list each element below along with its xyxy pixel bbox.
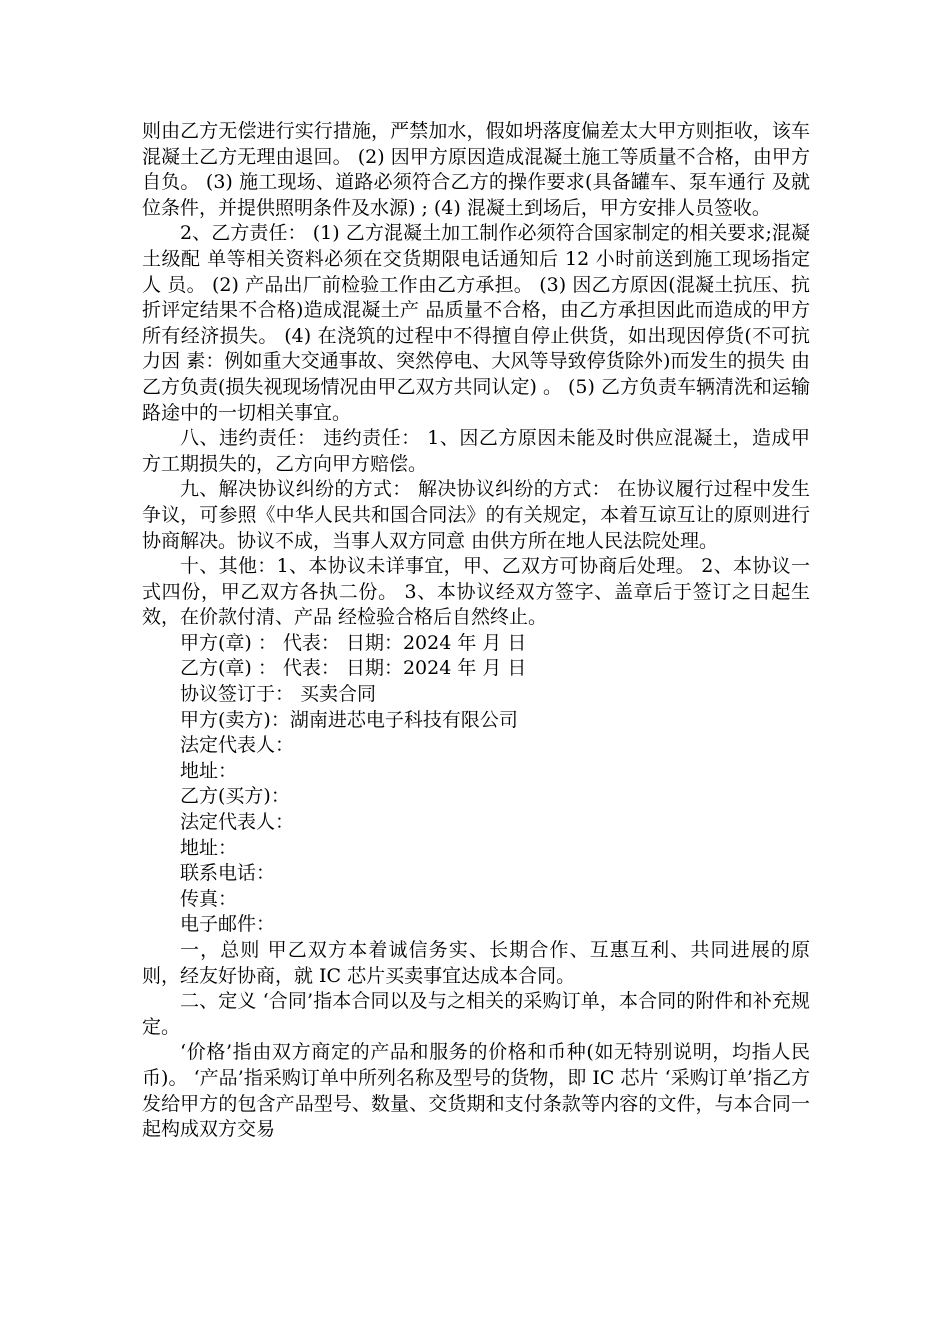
fax: 传真： bbox=[180, 887, 238, 910]
signature-party-b: 乙方(章) ： 代表： 日期：2024 年 月 日 bbox=[180, 657, 527, 680]
document-body bbox=[142, 119, 810, 1143]
paragraph-other-terms: 十、其他：1、本协议未详事宜，甲、乙双方可协商后处理。 2、本协议一式四份，甲乙双方各执二份。 3、本协议经双方签字、盖章后于签订之日起生效，在价款付清、产品 经检验合格后自然终止。 bbox=[142, 555, 810, 629]
seller-name: 甲方(卖方)：湖南进芯电子科技有限公司 bbox=[180, 708, 518, 731]
buyer-name: 乙方(买方)： bbox=[180, 785, 290, 808]
buyer-address: 地址： bbox=[180, 836, 238, 859]
paragraph-definitions: 二、定义 ‘合同’指本合同以及与之相关的采购订单，本合同的附件和补充规定。 bbox=[142, 990, 810, 1038]
paragraph-party-b-duties: 2、乙方责任： (1) 乙方混凝土加工制作必须符合国家制定的相关要求;混凝土级配 单等相关资料必须在交货期限电话通知后 12 小时前送到施工现场指定人 员。 (2) 产品出厂前检验工作由乙方承担。 (3) 因乙方原因(混凝土抗压、抗折评定结果不合格)造成混凝土产 品质量不合格，由乙方承担因此而造成的甲方所有经济损失。 (4) 在浇筑的过程中不得擅自停止供货，如出现因停货(不可抗力因 素：例如重大交通事故、突然停电、大风等导致停货除外)而发生的损失 由乙方负责(损失视现场情况由甲乙双方共同认定) 。 (5) 乙方负责车辆清洗和运输路途中的一切相关事宜。 bbox=[142, 222, 811, 424]
paragraph-definitions-detail: ‘价格’指由双方商定的产品和服务的价格和币种(如无特别说明，均指人民币)。 ‘产品’指采购订单中所列名称及型号的货物，即 IC 芯片 ‘采购订单’指乙方发给甲方的包含产品型号、数量、交货期和支付条款等内容的文件，与本合同一起构成双方交易 bbox=[142, 1041, 810, 1141]
signed-at-line: 协议签订于： 买卖合同 bbox=[180, 683, 377, 706]
signature-party-a: 甲方(章) ： 代表： 日期：2024 年 月 日 bbox=[180, 631, 527, 654]
email: 电子邮件： bbox=[180, 913, 276, 936]
contact-phone: 联系电话： bbox=[180, 862, 276, 885]
paragraph-party-a-duties-cont: 则由乙方无偿进行实行措施，严禁加水，假如坍落度偏差太大甲方则拒收，该车混凝土乙方无理由退回。 (2) 因甲方原因造成混凝土施工等质量不合格，由甲方自负。 (3) 施工现场、道路必须符合乙方的操作要求(具备罐车、泵车通行 及就位条件，并提供照明条件及水源) ; (4) 混凝土到场后，甲方安排人员签收。 bbox=[142, 120, 810, 219]
paragraph-general-principles: 一，总则 甲乙双方本着诚信务实、长期合作、互惠互利、共同进展的原则，经友好协商，就 IC 芯片买卖事宜达成本合同。 bbox=[142, 939, 810, 987]
seller-address: 地址： bbox=[180, 759, 238, 782]
paragraph-breach-liability: 八、违约责任： 违约责任： 1、因乙方原因未能及时供应混凝土，造成甲方工期损失的，乙方向甲方赔偿。 bbox=[142, 427, 810, 475]
seller-legal-rep: 法定代表人： bbox=[180, 734, 295, 757]
buyer-legal-rep: 法定代表人： bbox=[180, 811, 295, 834]
paragraph-dispute-resolution: 九、解决协议纠纷的方式： 解决协议纠纷的方式： 在协议履行过程中发生争议，可参照《中华人民共和国合同法》的有关规定，本着互谅互让的原则进行协商解决。协议不成，当事人双方同意 由供方所在地人民法院处理。 bbox=[142, 478, 810, 552]
